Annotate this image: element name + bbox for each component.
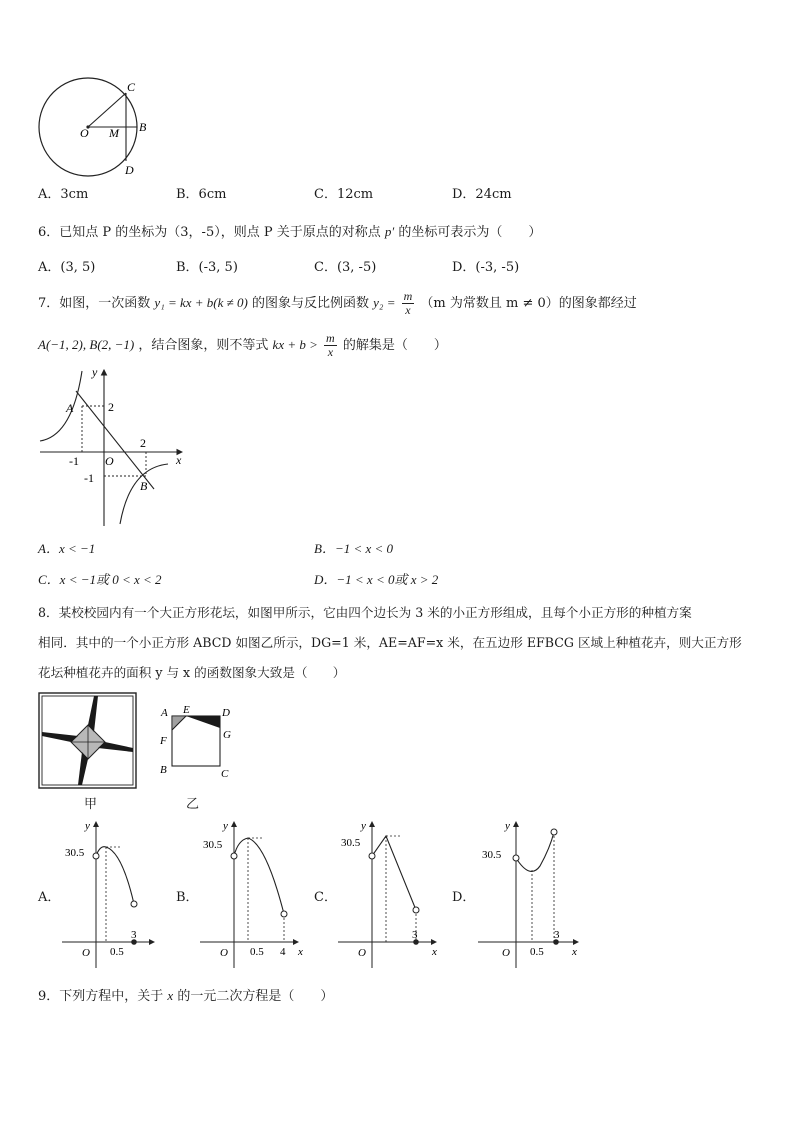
curve-d	[516, 832, 554, 871]
open-point-end	[131, 901, 137, 907]
q7-text-d: ，结合图象，则不等式	[138, 338, 269, 353]
radius-oc	[88, 93, 126, 127]
gd-x: x	[572, 946, 577, 958]
q6-point-p-prime: p′	[384, 224, 395, 239]
q8-line2: 相同．其中的一个小正方形 ABCD 如图乙所示，DG=1 米，AE=AF=x 米，在五边形 EFBCG 区域上种植花卉，则大正方形	[38, 635, 742, 650]
q5-option-d[interactable]: D．24cm	[452, 187, 512, 202]
gc-x: x	[432, 946, 437, 958]
axis-label-x: x	[176, 453, 182, 467]
ga-three: 3	[131, 929, 137, 941]
q8-line1: 8．某校校园内有一个大正方形花坛，如图甲所示，它由四个边长为 3 米的小正方形组成，且每个小正方形的种植方案	[38, 605, 692, 620]
gd-o: O	[502, 947, 510, 959]
label-jia: 甲	[84, 797, 98, 812]
q6-option-d[interactable]: D．(-3, -5)	[452, 260, 520, 275]
figure-yi	[156, 700, 240, 782]
tick-y-2: 2	[108, 400, 114, 414]
label-point-a: A	[66, 401, 74, 415]
ga-o: O	[82, 947, 90, 959]
q8-graph-d[interactable]	[476, 818, 586, 970]
q8-option-a[interactable]: A．	[38, 890, 61, 905]
label-c: C	[127, 80, 136, 94]
tick-x-minus1: -1	[69, 454, 79, 468]
q6-text-c: 的坐标可表示为（ ）	[398, 225, 542, 240]
hyperbola-left	[40, 371, 82, 441]
q9-text-b: 的一元二次方程是（ ）	[177, 989, 334, 1004]
gd-yv: 30.5	[482, 849, 502, 861]
q7-text-c: （m 为常数且 m ≠ 0）的图象都经过	[420, 296, 637, 311]
circle-figure	[30, 75, 160, 180]
gb-open-start	[231, 853, 237, 859]
q7-points: A(−1, 2), B(2, −1)	[38, 337, 135, 352]
q7-option-b[interactable]: B．−1 < x < 0	[314, 541, 394, 556]
gb-half: 0.5	[250, 946, 264, 958]
gb-open-end	[281, 911, 287, 917]
ga-yv: 30.5	[65, 847, 85, 859]
yi-label-d: D	[222, 707, 230, 719]
figure-jia	[38, 692, 138, 790]
q6-option-c[interactable]: C．(3, -5)	[314, 260, 377, 275]
q7-option-a[interactable]: A．x < −1	[38, 541, 96, 556]
q7-option-d[interactable]: D．−1 < x < 0或 x > 2	[314, 572, 439, 587]
label-b: B	[139, 120, 147, 134]
q8-option-d[interactable]: D．	[452, 890, 476, 905]
q7-line2	[38, 331, 447, 360]
q8-graph-c[interactable]	[336, 818, 444, 970]
gd-open-start	[513, 855, 519, 861]
yi-label-f: F	[160, 735, 167, 747]
q7-text-b: 的图象与反比例函数	[252, 296, 370, 311]
q7-formula-y1: y₁ = kx + b(k ≠ 0)	[154, 295, 248, 310]
q7-formula-y2: y₂ =	[373, 295, 396, 310]
gc-three: 3	[412, 929, 418, 941]
q8-option-b[interactable]: B．	[176, 890, 199, 905]
q7-fraction-m-over-x-2	[324, 332, 337, 359]
q7-inequality: kx + b >	[272, 337, 318, 352]
gd-open-end	[551, 829, 557, 835]
label-d: D	[125, 163, 134, 177]
q7-function-graph	[36, 366, 196, 530]
gb-y: y	[223, 820, 228, 832]
gd-y: y	[505, 820, 510, 832]
q7-frac-num: m	[403, 289, 413, 303]
q6-question	[38, 223, 541, 242]
q8-graph-b[interactable]	[198, 818, 310, 970]
curve-b	[234, 838, 284, 914]
ga-y: y	[85, 820, 90, 832]
yi-label-b: B	[160, 764, 167, 776]
q7-frac-den: x	[405, 303, 411, 317]
gc-y: y	[361, 820, 366, 832]
yi-label-g: G	[223, 729, 231, 741]
q7-frac2-den: x	[327, 345, 334, 359]
label-yi: 乙	[186, 797, 200, 812]
yi-label-c: C	[221, 768, 229, 780]
q7-frac2-num: m	[326, 331, 335, 345]
tick-y-minus1: -1	[84, 471, 94, 485]
q7-option-c[interactable]: C．x < −1或 0 < x < 2	[38, 572, 162, 587]
gc-o: O	[358, 947, 366, 959]
axis-label-y: y	[92, 366, 98, 379]
curve-c	[372, 836, 416, 910]
q6-option-b[interactable]: B．(-3, 5)	[176, 260, 238, 275]
gc-yv: 30.5	[341, 837, 361, 849]
gb-four: 4	[280, 946, 286, 958]
q6-text-a: 6．已知点 P 的坐标为（3，-5），则点 P 关于原点的对称点	[38, 225, 381, 240]
gb-x: x	[298, 946, 303, 958]
q6-option-a[interactable]: A．(3, 5)	[38, 260, 96, 275]
label-m: M	[109, 126, 119, 140]
ga-half: 0.5	[110, 946, 124, 958]
label-origin: O	[105, 454, 114, 468]
gb-yv: 30.5	[203, 839, 223, 851]
open-point-start	[93, 853, 99, 859]
curve-a	[96, 847, 134, 904]
q8-line3: 花坛种植花卉的面积 y 与 x 的函数图象大致是（ ）	[38, 665, 346, 680]
label-o: O	[80, 126, 89, 140]
yi-label-a: A	[161, 707, 168, 719]
q7-line1	[38, 289, 637, 318]
q9-var-x: x	[167, 988, 174, 1003]
yi-label-e: E	[183, 704, 190, 716]
gd-three: 3	[554, 929, 560, 941]
gc-open-end	[413, 907, 419, 913]
q9-text-a: 9．下列方程中，关于	[38, 989, 164, 1004]
q7-fraction-m-over-x	[402, 290, 415, 317]
gd-half: 0.5	[530, 946, 544, 958]
label-point-b: B	[140, 479, 148, 493]
q5-option-a[interactable]: A．3cm	[38, 187, 89, 202]
q5-option-c[interactable]: C．12cm	[314, 187, 374, 202]
hyperbola-right	[120, 464, 168, 524]
q7-text-a: 7．如图，一次函数	[38, 296, 151, 311]
q7-text-e: 的解集是（ ）	[342, 338, 447, 353]
q5-option-b[interactable]: B．6cm	[176, 187, 227, 202]
q8-graph-a[interactable]	[60, 818, 160, 970]
tick-x-2: 2	[140, 436, 146, 450]
q8-option-c[interactable]: C．	[314, 890, 337, 905]
q9-question	[38, 987, 333, 1006]
gb-o: O	[220, 947, 228, 959]
gc-open-start	[369, 853, 375, 859]
